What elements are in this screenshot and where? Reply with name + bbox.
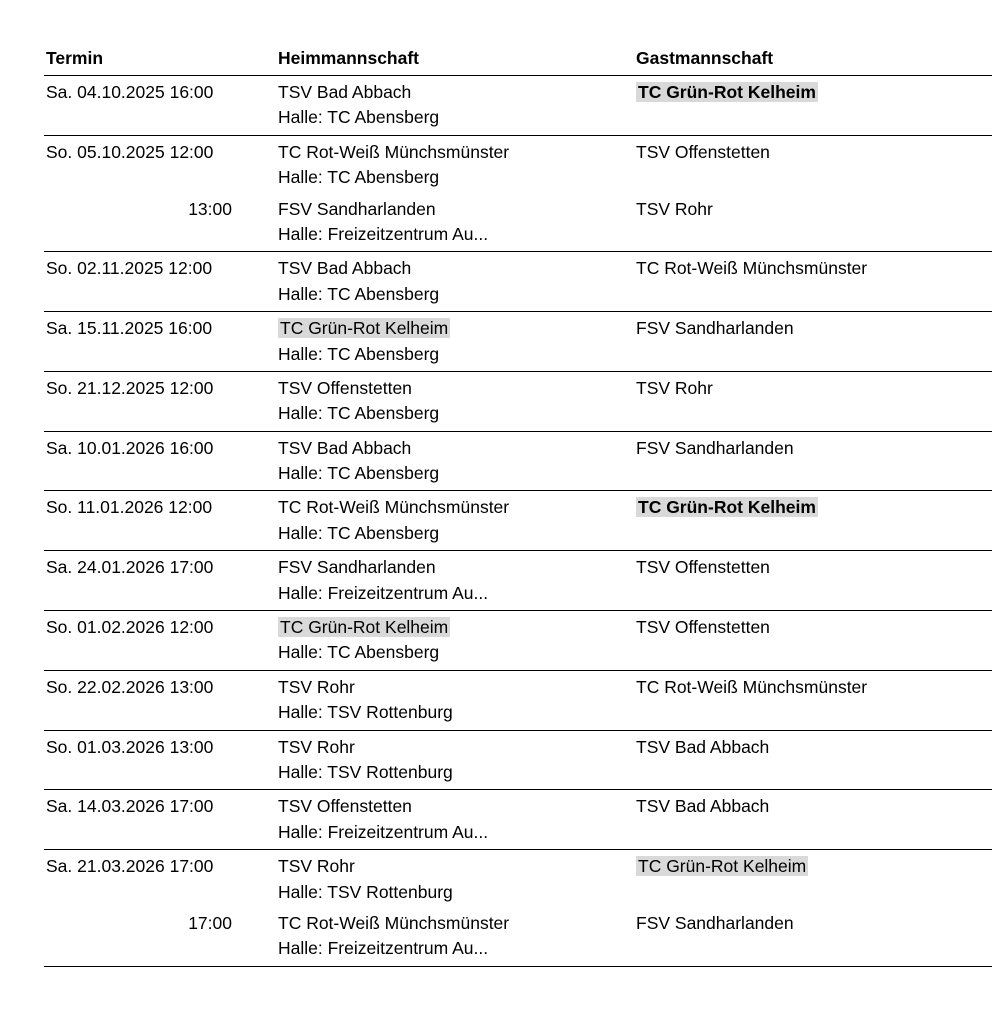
venue-spacer-right bbox=[634, 699, 992, 730]
venue-spacer bbox=[44, 759, 276, 790]
venue-label: Halle: TC Abensberg bbox=[278, 463, 440, 484]
venue-spacer-right bbox=[634, 819, 992, 850]
match-date-time bbox=[44, 135, 276, 164]
venue-row bbox=[44, 460, 992, 491]
venue-row bbox=[44, 639, 992, 670]
match-date: So. 22.02.2026 bbox=[46, 676, 165, 697]
home-team: TSV Rohr bbox=[276, 850, 634, 879]
match-date-time bbox=[44, 76, 276, 105]
match-date: Sa. 10.01.2026 bbox=[46, 437, 165, 458]
table-row bbox=[44, 790, 992, 819]
match-date-time bbox=[44, 252, 276, 281]
table-row bbox=[44, 76, 992, 105]
venue-spacer-right bbox=[634, 104, 992, 135]
match-time: 12:00 bbox=[168, 497, 213, 518]
home-team: TSV Bad Abbach bbox=[276, 76, 634, 105]
venue-row bbox=[44, 400, 992, 431]
match-date-time bbox=[44, 551, 276, 580]
table-row bbox=[44, 670, 992, 699]
table-row bbox=[44, 195, 992, 221]
highlighted-team-name: TC Grün-Rot Kelheim bbox=[280, 318, 449, 339]
away-team: FSV Sandharlanden bbox=[634, 312, 992, 341]
highlighted-team-name: TC Grün-Rot Kelheim bbox=[638, 856, 807, 877]
match-date: Sa. 21.03.2026 bbox=[46, 856, 165, 877]
venue-spacer bbox=[44, 400, 276, 431]
venue-label: Halle: TC Abensberg bbox=[278, 283, 440, 304]
venue-label: Halle: TC Abensberg bbox=[278, 107, 440, 128]
venue-row bbox=[44, 164, 992, 194]
venue-label: Halle: TC Abensberg bbox=[278, 642, 440, 663]
away-team: TSV Rohr bbox=[634, 371, 992, 400]
table-row bbox=[44, 730, 992, 759]
highlighted-team-name: TC Grün-Rot Kelheim bbox=[638, 82, 816, 102]
venue-spacer-right bbox=[634, 341, 992, 372]
venue-label: Halle: Freizeitzentrum Au... bbox=[278, 223, 489, 244]
venue-spacer bbox=[44, 819, 276, 850]
away-team: TSV Offenstetten bbox=[634, 135, 992, 164]
table-row bbox=[44, 135, 992, 164]
highlighted-team-name: TC Grün-Rot Kelheim bbox=[280, 617, 449, 638]
match-date-time bbox=[44, 312, 276, 341]
footer-rule bbox=[44, 966, 992, 968]
venue-spacer bbox=[44, 639, 276, 670]
home-team bbox=[276, 611, 634, 640]
table-header bbox=[44, 48, 992, 76]
venue-spacer bbox=[44, 699, 276, 730]
table-row bbox=[44, 371, 992, 400]
column-header-away-team: Gastmannschaft bbox=[636, 48, 774, 68]
home-team: TSV Rohr bbox=[276, 730, 634, 759]
match-date: Sa. 14.03.2026 bbox=[46, 796, 165, 817]
venue-label: Halle: Freizeitzentrum Au... bbox=[278, 938, 489, 959]
table-row bbox=[44, 252, 992, 281]
away-team bbox=[634, 76, 992, 105]
venue-row bbox=[44, 879, 992, 909]
venue-row bbox=[44, 935, 992, 966]
venue-label: Halle: TSV Rottenburg bbox=[278, 761, 453, 782]
match-date-time bbox=[44, 790, 276, 819]
venue-spacer bbox=[44, 104, 276, 135]
venue-spacer-right bbox=[634, 520, 992, 551]
match-date-time bbox=[44, 431, 276, 460]
table-row bbox=[44, 312, 992, 341]
highlighted-team-name: TC Grün-Rot Kelheim bbox=[638, 497, 816, 518]
match-date-time bbox=[44, 611, 276, 640]
home-team bbox=[276, 312, 634, 341]
match-date: So. 01.02.2026 bbox=[46, 617, 165, 638]
venue-label: Halle: TSV Rottenburg bbox=[278, 702, 453, 723]
match-date-time bbox=[44, 491, 276, 520]
column-header-home-team: Heimmannschaft bbox=[278, 48, 420, 68]
match-time: 16:00 bbox=[169, 82, 214, 102]
home-team: TC Rot-Weiß Münchsmünster bbox=[276, 491, 634, 520]
venue-row bbox=[44, 281, 992, 312]
table-row bbox=[44, 491, 992, 520]
away-team: FSV Sandharlanden bbox=[636, 912, 794, 933]
column-header-date: Termin bbox=[46, 48, 104, 68]
venue-spacer-right bbox=[634, 164, 992, 194]
match-date-time bbox=[44, 670, 276, 699]
venue-label: Halle: TC Abensberg bbox=[278, 167, 440, 188]
venue-spacer-right bbox=[634, 400, 992, 431]
match-time: 17:00 bbox=[188, 912, 232, 933]
match-date: Sa. 04.10.2025 bbox=[46, 82, 165, 102]
match-time: 12:00 bbox=[169, 617, 214, 638]
venue-row bbox=[44, 699, 992, 730]
venue-label: Halle: Freizeitzentrum Au... bbox=[278, 582, 489, 603]
match-time: 12:00 bbox=[168, 258, 213, 279]
venue-label: Halle: Freizeitzentrum Au... bbox=[278, 821, 489, 842]
match-time: 12:00 bbox=[169, 141, 214, 162]
match-date-time bbox=[44, 195, 276, 221]
table-row bbox=[44, 431, 992, 460]
venue-spacer bbox=[44, 281, 276, 312]
home-team: FSV Sandharlanden bbox=[276, 551, 634, 580]
venue-spacer bbox=[44, 520, 276, 551]
venue-label: Halle: TC Abensberg bbox=[278, 343, 440, 364]
venue-row bbox=[44, 104, 992, 135]
venue-row bbox=[44, 819, 992, 850]
venue-spacer-right bbox=[634, 935, 992, 966]
venue-row bbox=[44, 759, 992, 790]
home-team: TSV Bad Abbach bbox=[276, 431, 634, 460]
venue-spacer-right bbox=[634, 639, 992, 670]
table-row bbox=[44, 611, 992, 640]
venue-row bbox=[44, 341, 992, 372]
away-team: FSV Sandharlanden bbox=[634, 431, 992, 460]
venue-spacer bbox=[44, 935, 276, 966]
venue-spacer-right bbox=[634, 759, 992, 790]
venue-label: Halle: TC Abensberg bbox=[278, 403, 440, 424]
match-date-time bbox=[44, 909, 276, 935]
home-team: TSV Offenstetten bbox=[276, 790, 634, 819]
match-date: Sa. 24.01.2026 bbox=[46, 557, 165, 578]
venue-spacer-right bbox=[634, 221, 992, 252]
home-team: TC Rot-Weiß Münchsmünster bbox=[276, 135, 634, 164]
venue-spacer-right bbox=[634, 580, 992, 611]
away-team bbox=[634, 491, 992, 520]
home-team: TSV Bad Abbach bbox=[276, 252, 634, 281]
away-team: TSV Offenstetten bbox=[634, 551, 992, 580]
venue-spacer bbox=[44, 580, 276, 611]
venue-row bbox=[44, 520, 992, 551]
match-date: So. 11.01.2026 bbox=[46, 497, 164, 518]
home-team: TSV Rohr bbox=[276, 670, 634, 699]
venue-row bbox=[44, 580, 992, 611]
match-date-time bbox=[44, 850, 276, 879]
match-date: Sa. 15.11.2025 bbox=[46, 318, 164, 339]
venue-spacer bbox=[44, 879, 276, 909]
venue-spacer-right bbox=[634, 281, 992, 312]
away-team: TSV Bad Abbach bbox=[634, 790, 992, 819]
venue-label: Halle: TSV Rottenburg bbox=[278, 881, 453, 902]
match-time: 13:00 bbox=[188, 198, 232, 219]
table-row bbox=[44, 850, 992, 879]
match-time: 17:00 bbox=[169, 796, 214, 817]
match-time: 13:00 bbox=[169, 736, 214, 757]
match-time: 17:00 bbox=[169, 856, 214, 877]
away-team: TSV Rohr bbox=[636, 198, 713, 219]
schedule-table bbox=[44, 48, 992, 968]
venue-spacer-right bbox=[634, 460, 992, 491]
venue-row bbox=[44, 221, 992, 252]
match-date: So. 05.10.2025 bbox=[46, 141, 165, 162]
match-time: 13:00 bbox=[169, 676, 214, 697]
match-date-time bbox=[44, 371, 276, 400]
table-body bbox=[44, 76, 992, 967]
table-row bbox=[44, 551, 992, 580]
away-team: TSV Offenstetten bbox=[634, 611, 992, 640]
match-date: So. 02.11.2025 bbox=[46, 258, 164, 279]
away-team bbox=[634, 850, 992, 879]
venue-spacer bbox=[44, 221, 276, 252]
home-team: TSV Offenstetten bbox=[276, 371, 634, 400]
match-date: So. 21.12.2025 bbox=[46, 377, 165, 398]
home-team: FSV Sandharlanden bbox=[278, 198, 436, 219]
venue-label: Halle: TC Abensberg bbox=[278, 522, 440, 543]
home-team: TC Rot-Weiß Münchsmünster bbox=[278, 912, 510, 933]
match-time: 16:00 bbox=[169, 437, 214, 458]
match-time: 16:00 bbox=[168, 318, 213, 339]
away-team: TC Rot-Weiß Münchsmünster bbox=[634, 252, 992, 281]
match-date-time bbox=[44, 730, 276, 759]
table-row bbox=[44, 909, 992, 935]
match-time: 17:00 bbox=[169, 557, 214, 578]
match-date: So. 01.03.2026 bbox=[46, 736, 165, 757]
venue-spacer bbox=[44, 460, 276, 491]
venue-spacer bbox=[44, 164, 276, 194]
table-footer-rule bbox=[44, 966, 992, 968]
venue-spacer bbox=[44, 341, 276, 372]
venue-spacer-right bbox=[634, 879, 992, 909]
match-time: 12:00 bbox=[169, 377, 214, 398]
away-team: TSV Bad Abbach bbox=[634, 730, 992, 759]
away-team: TC Rot-Weiß Münchsmünster bbox=[634, 670, 992, 699]
